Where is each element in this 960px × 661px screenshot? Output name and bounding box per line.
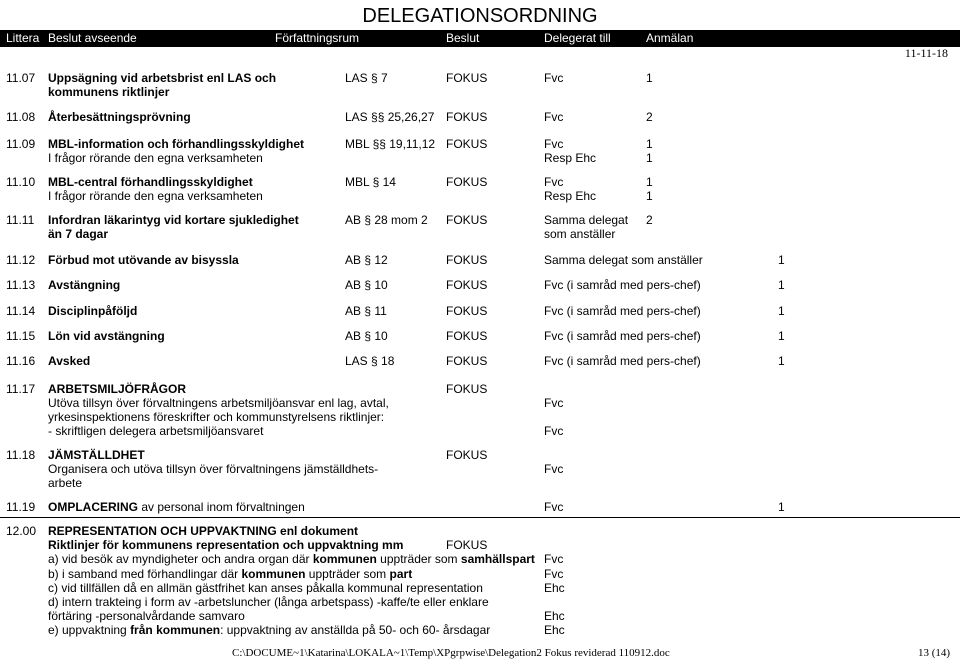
item-bold: samhällspart [460, 552, 535, 566]
row-item-e [48, 623, 490, 637]
row-beslut: FOKUS [446, 329, 488, 343]
row-littera: 11.12 [6, 253, 36, 267]
row-delegate: Fvc [544, 462, 564, 476]
row-delegate: Ehc [544, 609, 565, 623]
row-delegate: Ehc [544, 623, 565, 637]
column-header-anmalan: Anmälan [646, 31, 694, 45]
row-delegate: Fvc [544, 500, 564, 514]
row-beslut: FOKUS [446, 253, 488, 267]
row-rule: AB § 10 [345, 329, 388, 343]
section-divider [0, 517, 960, 518]
row-anmalan: 1 [778, 329, 785, 343]
column-header-forfattningsrum: Författningsrum [275, 31, 360, 45]
item-text: uppträder som [305, 567, 390, 581]
row-anmalan-2: 1 [646, 151, 653, 165]
row-beslut: FOKUS [446, 538, 488, 552]
row-anmalan: 1 [778, 304, 785, 318]
row-subject: MBL-central förhandlingsskyldighet [48, 175, 253, 189]
column-header-bar [0, 30, 960, 47]
item-text: uppträder som [376, 552, 461, 566]
row-anmalan: 2 [646, 110, 653, 124]
row-littera: 11.16 [6, 354, 36, 368]
row-littera: 11.19 [6, 500, 36, 514]
row-delegate: Fvc (i samråd med pers-chef) [544, 304, 701, 318]
row-subject: Lön vid avstängning [48, 329, 165, 343]
row-subject-cont: än 7 dagar [48, 227, 109, 241]
row-rule: AB § 11 [345, 304, 387, 318]
row-subject-note: I frågor rörande den egna verksamheten [48, 189, 263, 203]
document-title: DELEGATIONSORDNING [362, 5, 598, 27]
row-littera: 11.17 [6, 382, 36, 396]
row-subject-cont: Riktlinjer för kommunens representation och uppvaktning mm [48, 538, 404, 552]
row-subject: Återbesättningsprövning [48, 110, 191, 124]
row-anmalan: 1 [778, 253, 785, 267]
row-littera: 11.18 [6, 448, 36, 462]
column-header-delegerat-till: Delegerat till [544, 31, 611, 45]
footer-page-number: 13 (14) [918, 647, 951, 659]
row-delegate: Fvc [544, 137, 564, 151]
row-delegate-2: Resp Ehc [544, 151, 597, 165]
row-delegate: Fvc (i samråd med pers-chef) [544, 329, 701, 343]
row-rule: LAS § 18 [345, 354, 395, 368]
row-rule: AB § 28 mom 2 [345, 213, 428, 227]
row-subject: MBL-information och förhandlingsskyldighet [48, 137, 304, 151]
row-delegate-cont: som anställer [544, 227, 616, 241]
row-subject: Infordran läkarintyg vid kortare sjukledighet [48, 213, 299, 227]
row-rule: MBL §§ 19,11,12 [345, 137, 436, 151]
item-text: a) vid besök av myndigheter och andra organ där [48, 552, 313, 566]
row-delegate: Fvc (i samråd med pers-chef) [544, 278, 701, 292]
item-bold: från kommunen [130, 623, 221, 637]
row-text-line: arbete [48, 476, 83, 490]
column-header-littera: Littera [6, 31, 40, 45]
row-subject: Uppsägning vid arbetsbrist enl LAS och [48, 71, 277, 85]
row-delegate: Fvc [544, 71, 564, 85]
row-littera: 11.10 [6, 175, 36, 189]
row-text-line: Organisera och utöva tillsyn över förvaltningens jämställdhets- [48, 462, 379, 476]
footer-file-path: C:\DOCUME~1\Katarina\LOKALA~1\Temp\XPgrpwise\Delegation2 Fokus reviderad 110912.doc [232, 647, 670, 659]
column-header-beslut-avseende: Beslut avseende [48, 31, 137, 45]
row-delegate: Fvc [544, 552, 564, 566]
row-anmalan-2: 1 [646, 189, 653, 203]
row-littera: 12.00 [6, 524, 37, 538]
row-subject: REPRESENTATION OCH UPPVAKTNING enl dokument [48, 524, 359, 538]
row-rule: LAS §§ 25,26,27 [345, 110, 435, 124]
document-date: 11-11-18 [904, 46, 948, 60]
row-item-c: c) vid tillfällen då en allmän gästfrihet kan anses påkalla kommunal representation [48, 581, 483, 595]
item-bold: part [389, 567, 413, 581]
row-beslut: FOKUS [446, 175, 488, 189]
row-anmalan: 1 [646, 137, 653, 151]
row-item-d-cont: förtäring -personalvårdande samvaro [48, 609, 245, 623]
row-littera: 11.15 [6, 329, 36, 343]
row-delegate: Ehc [544, 581, 565, 595]
row-delegate-2: Fvc [544, 424, 564, 438]
row-text-line: Utöva tillsyn över förvaltningens arbetsmiljöansvar enl lag, avtal, [48, 396, 389, 410]
row-subject [48, 500, 305, 514]
row-delegate: Samma delegat som anställer [544, 253, 703, 267]
row-anmalan: 1 [778, 354, 785, 368]
row-beslut: FOKUS [446, 382, 488, 396]
item-text: e) uppvaktning [48, 623, 131, 637]
row-item-b [48, 567, 412, 581]
row-delegate: Fvc (i samråd med pers-chef) [544, 354, 701, 368]
row-delegate-2: Resp Ehc [544, 189, 597, 203]
row-littera: 11.14 [6, 304, 36, 318]
row-delegate: Fvc [544, 396, 564, 410]
row-item-a [48, 552, 535, 566]
row-beslut: FOKUS [446, 354, 488, 368]
row-anmalan: 1 [778, 278, 785, 292]
row-anmalan: 2 [646, 213, 653, 227]
row-anmalan: 1 [646, 175, 653, 189]
item-text: b) i samband med förhandlingar där [48, 567, 242, 581]
row-subject-bold: OMPLACERING [48, 500, 138, 514]
row-rule: AB § 10 [345, 278, 388, 292]
row-subject-note: I frågor rörande den egna verksamheten [48, 151, 263, 165]
row-subject: Avstängning [48, 278, 121, 292]
item-bold: kommunen [312, 552, 377, 566]
row-subject: Avsked [48, 354, 91, 368]
row-littera: 11.07 [6, 71, 36, 85]
row-subject-cont: kommunens riktlinjer [48, 85, 170, 99]
row-text-line: yrkesinspektionens föreskrifter och kommunstyrelsens riktlinjer: [48, 410, 385, 424]
row-delegate: Fvc [544, 567, 564, 581]
row-littera: 11.09 [6, 137, 36, 151]
row-littera: 11.11 [6, 213, 35, 227]
row-subject: JÄMSTÄLLDHET [48, 448, 145, 462]
row-item-d: d) intern trakteing i form av -arbetsluncher (långa arbetspass) -kaffe/te eller enklare [48, 595, 489, 609]
row-rule: AB § 12 [345, 253, 388, 267]
row-subject: ARBETSMILJÖFRÅGOR [48, 382, 186, 396]
row-delegate: Fvc [544, 175, 564, 189]
item-text: : uppvaktning av anställda på 50- och 60- årsdagar [220, 623, 491, 637]
row-littera: 11.13 [6, 278, 36, 292]
row-littera: 11.08 [6, 110, 36, 124]
item-bold: kommunen [241, 567, 306, 581]
row-subject-rest: av personal inom förvaltningen [141, 500, 305, 514]
row-beslut: FOKUS [446, 137, 488, 151]
row-anmalan: 1 [778, 500, 785, 514]
row-beslut: FOKUS [446, 304, 488, 318]
row-subject: Disciplinpåföljd [48, 304, 138, 318]
row-rule: MBL § 14 [345, 175, 396, 189]
row-anmalan: 1 [646, 71, 653, 85]
column-header-beslut: Beslut [446, 31, 480, 45]
row-subject: Förbud mot utövande av bisyssla [48, 253, 239, 267]
row-beslut: FOKUS [446, 213, 488, 227]
row-beslut: FOKUS [446, 71, 488, 85]
row-rule: LAS § 7 [345, 71, 388, 85]
row-beslut: FOKUS [446, 110, 488, 124]
row-delegate: Fvc [544, 110, 564, 124]
row-delegate: Samma delegat [544, 213, 629, 227]
row-beslut: FOKUS [446, 278, 488, 292]
row-text-line: - skriftligen delegera arbetsmiljöansvaret [48, 424, 264, 438]
row-beslut: FOKUS [446, 448, 488, 462]
